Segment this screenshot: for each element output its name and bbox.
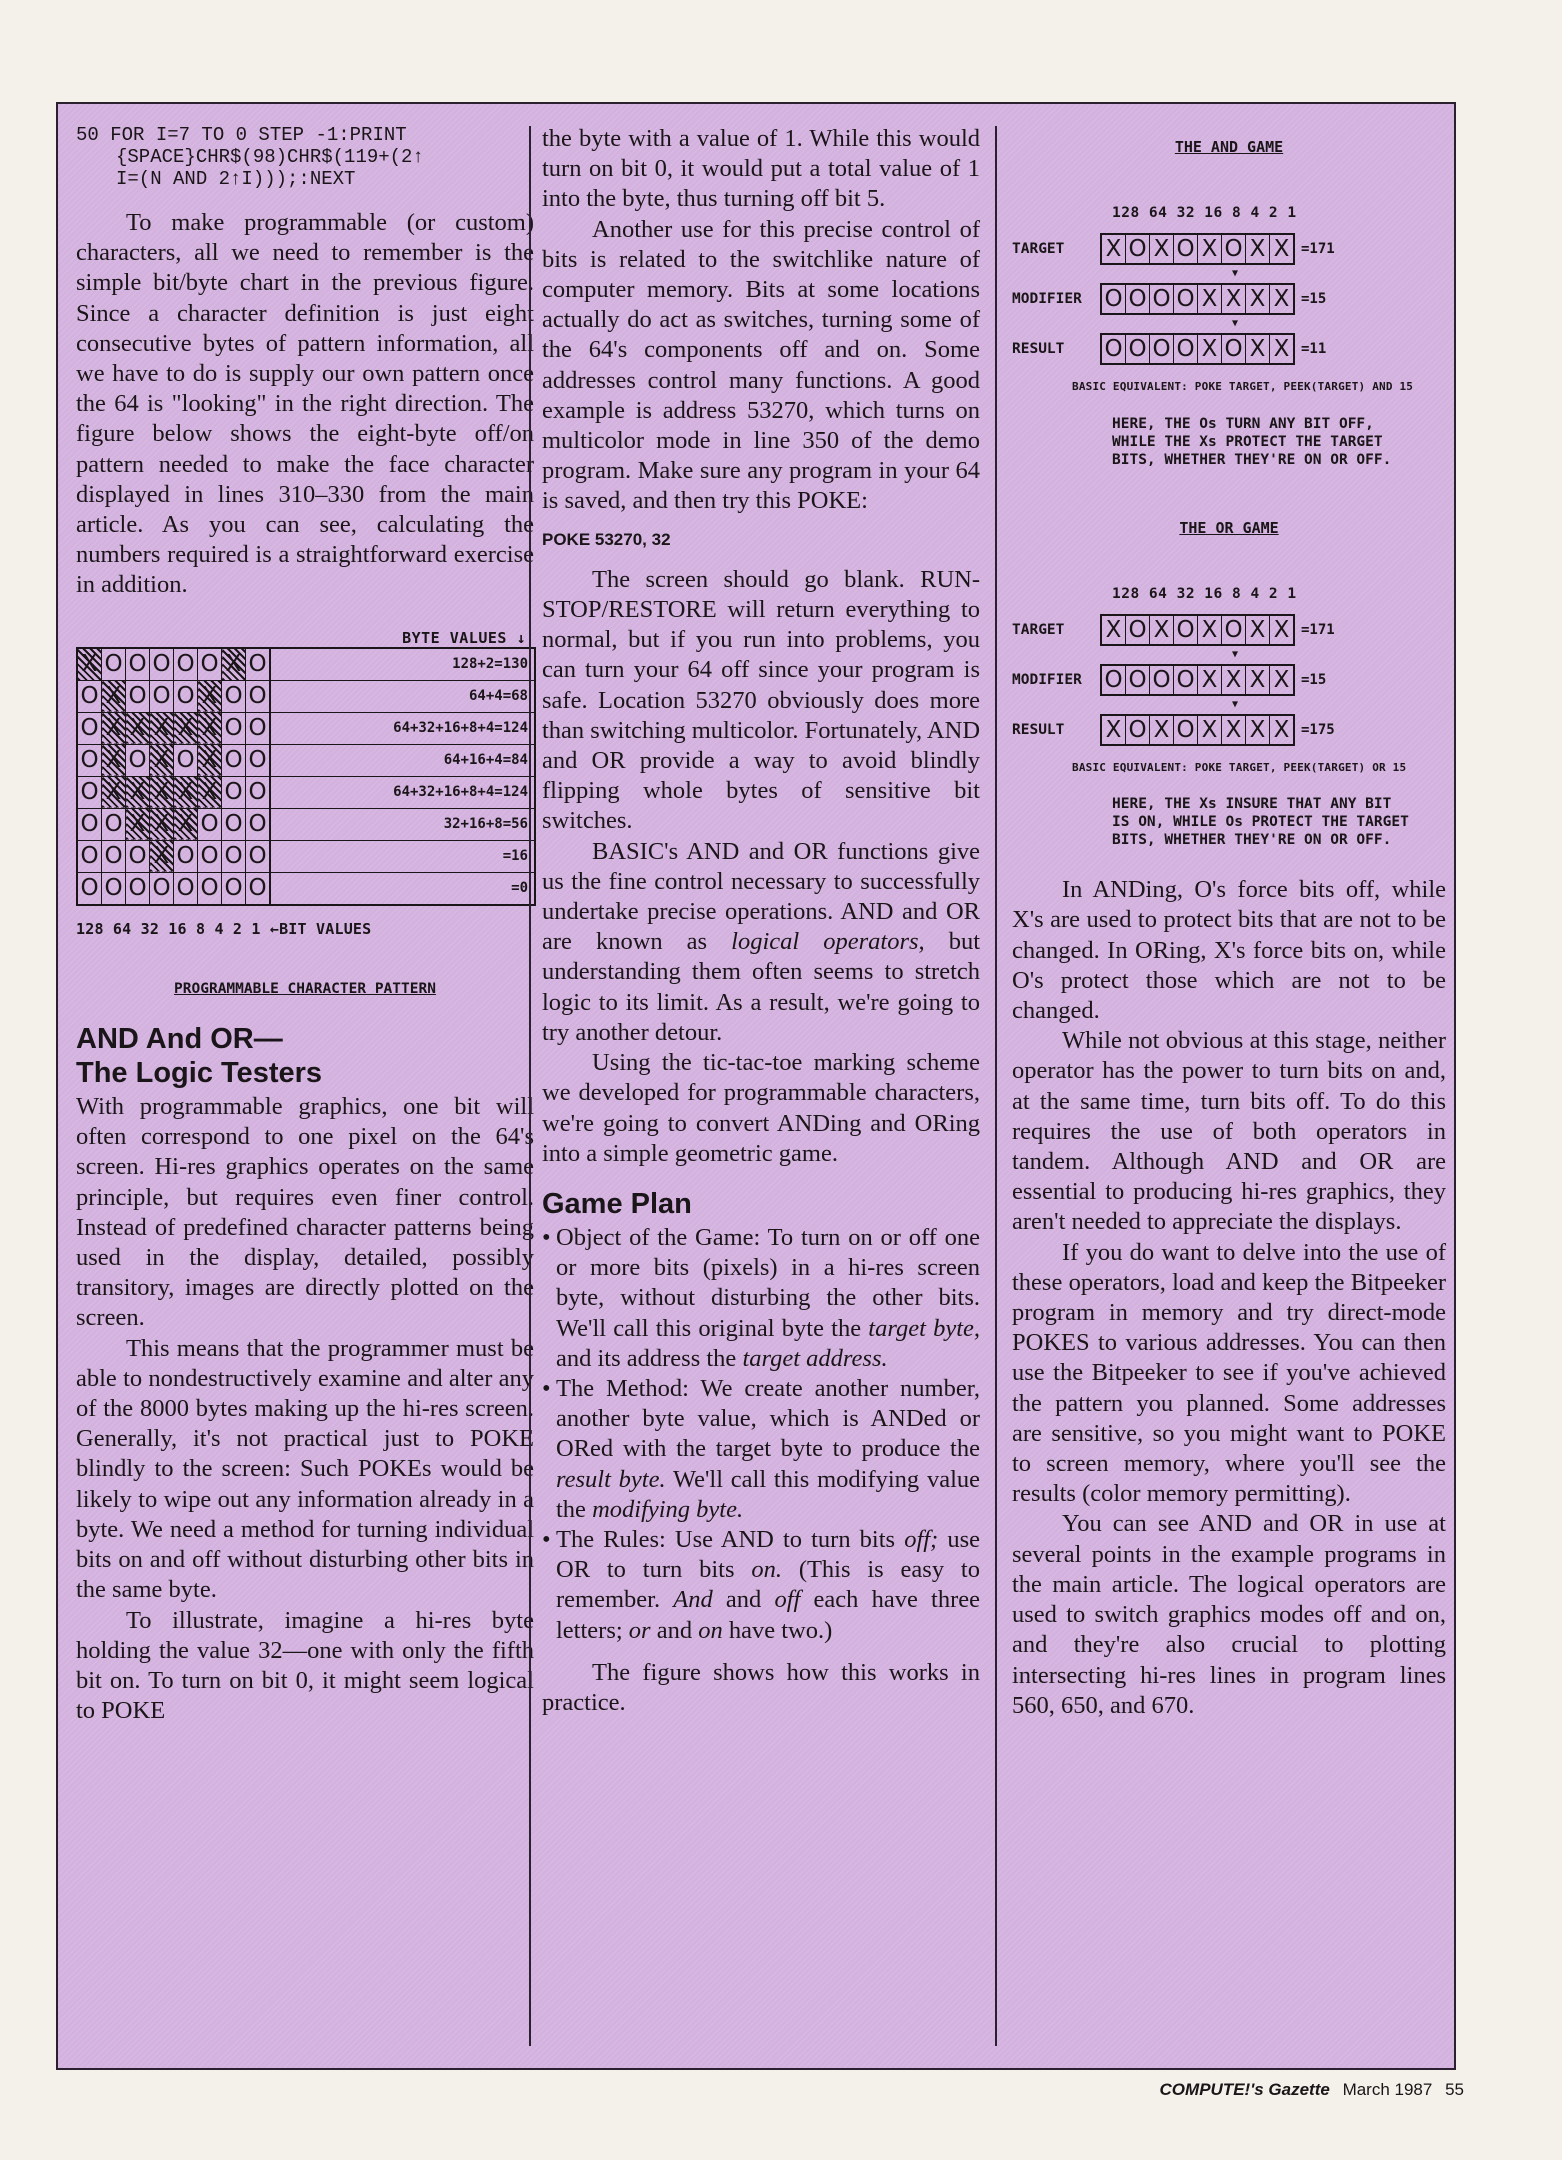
page-footer [1152, 2080, 1464, 2100]
paragraph: This means that the programmer must be able to nondestructively examine and alter any of the 8000 bytes making up the hi-res screen. Generally, it's not practical just to POKE blindly to the screen: Such POKEs would be likely to wipe out any information already in a byte. We need a method for turning individual bits on and off without disturbing other bits in the same byte. [76, 1334, 534, 1604]
bit-cell: X [1245, 666, 1269, 694]
magazine-name: COMPUTE!'s Gazette [1159, 2080, 1330, 2099]
row-label: MODIFIER [1012, 291, 1082, 308]
bit-cell-off: O [246, 840, 271, 872]
text-run: Object of the Game: To turn on or off one or more bits (pixels) in a hi-res screen byte, without disturbing the other bits. We'll call this original byte the [556, 1223, 980, 1342]
figure-caption: PROGRAMMABLE CHARACTER PATTERN [174, 980, 436, 997]
bit-cell-off: O [126, 648, 150, 681]
row-label: MODIFIER [1012, 671, 1082, 688]
row-label: RESULT [1012, 341, 1065, 358]
note-line: HERE, THE Os TURN ANY BIT OFF, [1112, 415, 1374, 432]
bit-cell: O [1173, 285, 1197, 313]
note-line: BITS, WHETHER THEY'RE ON OR OFF. [1112, 451, 1392, 468]
paragraph: While not obvious at this stage, neither operator has the power to turn bits on and, at the same time, turn bits off. To do this requires the use of both operators in tandem. Although AND and OR are essential to producing hi-res graphics, they aren't needed to appreciate the displays. [1012, 1027, 1446, 1236]
bit-cell-on: X [102, 680, 126, 712]
text-run: (This is easy to remember. [556, 1556, 980, 1614]
note-line: IS ON, WHILE Os PROTECT THE TARGET [1112, 814, 1409, 831]
row-result: =175 [1301, 721, 1335, 738]
italic-term: or [628, 1616, 651, 1644]
bit-cell-off: O [150, 680, 174, 712]
bit-cell-off: O [102, 648, 126, 681]
bit-cell-off: O [198, 840, 222, 872]
bit-box [1100, 714, 1295, 746]
bit-cell: X [1105, 617, 1122, 644]
page-number: 55 [1445, 2080, 1464, 2099]
bit-cell: X [1245, 235, 1269, 263]
bit-box [1100, 283, 1295, 315]
bit-cell: X [1149, 235, 1173, 263]
paragraph: To make programmable (or custom) characters, all we need to remember is the simple bit/byte chart in the previous figure. Since a character definition is just eight consecutive bytes of pattern information, all we have to do is supply our own pattern once the 64 is "looking" in the right direction. The figure below shows the eight-byte off/on pattern needed to make the face character displayed in lines 310–330 from the main article. As you can see, calculating the numbers required is a straightforward exercise in addition. [76, 209, 534, 599]
paragraph: You can see AND and OR in use at several points in the example programs in the main article. The logical operators are used to switch graphics modes off and on, and they're also crucial to plotting intersecting hi-res lines in program lines 560, 650, and 670. [1012, 1510, 1446, 1719]
bit-cell-on: X [126, 712, 150, 744]
bit-cell-off: O [102, 840, 126, 872]
bit-header: 128 64 32 16 8 4 2 1 [1112, 205, 1297, 222]
and-game-title: THE AND GAME [1174, 138, 1284, 156]
bit-cell-on: X [174, 808, 198, 840]
grid-row [77, 840, 535, 872]
section-heading [76, 1022, 534, 1090]
code-line: 50 FOR I=7 TO 0 STEP -1:PRINT [76, 124, 407, 146]
or-game-rows [1012, 613, 1446, 747]
bit-cell-off: O [77, 808, 102, 840]
poke-example: POKE 53270, 32 [542, 529, 671, 549]
bit-cell-off: O [126, 840, 150, 872]
bit-cell: O [1104, 336, 1123, 363]
bit-cell: X [1197, 666, 1221, 694]
basic-equivalent: BASIC EQUIVALENT: POKE TARGET, PEEK(TARGET) AND 15 [1072, 380, 1414, 394]
down-arrow-icon: ▼ [1232, 268, 1239, 280]
or-game-note [1112, 795, 1446, 849]
bit-cell-off: O [126, 872, 150, 905]
bit-cell-on: X [222, 648, 246, 681]
bit-cell-off: O [198, 808, 222, 840]
bit-cell-off: O [77, 712, 102, 744]
paragraph: In ANDing, O's force bits off, while X's are used to protect bits that are not to be changed. In ORing, X's force bits on, while O's protect those which are not to be changed. [1012, 876, 1446, 1025]
bit-cell-off: O [222, 872, 246, 905]
bit-cell: X [1269, 335, 1293, 363]
bit-cell: X [1221, 666, 1245, 694]
bit-cell: X [1197, 616, 1221, 644]
italic-term: target byte, [868, 1314, 980, 1342]
row-label: TARGET [1012, 621, 1065, 638]
bit-cell-off: O [77, 840, 102, 872]
bit-cell-off: O [246, 680, 271, 712]
bit-cell-off: O [126, 744, 150, 776]
grid-row [77, 808, 535, 840]
row-result: =171 [1301, 241, 1335, 258]
programmable-character-figure [76, 623, 534, 1004]
code-line: I=(N AND 2↑I)));:NEXT [116, 168, 356, 190]
bit-box [1100, 664, 1295, 696]
paragraph: With programmable graphics, one bit will often correspond to one pixel on the 64's screen. Hi-res graphics operates on the same principle, but requires even finer control. Instead of predefined character patterns being used in the display, detailed, possibly transitory, images are directly plotted on the screen. [76, 1093, 534, 1332]
bit-cell: X [1149, 716, 1173, 744]
paragraph: Another use for this precise control of bits is related to the switchlike nature of computer memory. Bits at some locations actually do act as switches, turning some of the 64's components off and on. Some addresses control many functions. A good example is address 53270, which turns on multicolor mode in line 350 of the demo program. Make sure any program in your 64 is saved, and then try this POKE: [542, 215, 980, 515]
and-game-note [1112, 415, 1446, 469]
bit-cell: X [1269, 285, 1293, 313]
section-heading: Game Plan [542, 1187, 692, 1220]
text-run: and [725, 1586, 762, 1614]
game-row [1012, 663, 1446, 697]
bit-cell-on: X [102, 712, 126, 744]
and-game-rows [1012, 232, 1446, 366]
bit-cell-on: X [150, 808, 174, 840]
down-arrow-icon: ▼ [1232, 699, 1239, 711]
bit-cell: X [1105, 236, 1122, 263]
grid-row [77, 712, 535, 744]
row-label: TARGET [1012, 241, 1065, 258]
bit-cell: X [1269, 616, 1293, 644]
grid-row [77, 872, 535, 905]
down-arrow-icon: ▼ [1232, 318, 1239, 330]
column-2 [542, 124, 980, 1718]
bit-cell-off: O [126, 680, 150, 712]
grid-row [77, 776, 535, 808]
code-listing [76, 124, 534, 190]
bit-cell-off: O [174, 744, 198, 776]
bit-cell-on: X [174, 712, 198, 744]
bit-cell-on: X [150, 712, 174, 744]
bit-cell: X [1245, 335, 1269, 363]
bit-cell-off: O [222, 776, 246, 808]
bit-cell-on: X [77, 648, 102, 681]
paragraph: The screen should go blank. RUN-STOP/RESTORE will return everything to normal, but if you run into problems, you can turn your 64 off since your program is safe. Location 53270 obviously does more than switching multicolor. Fortunately, AND and OR provide a way to avoid blindly flipping whole bytes of sensitive bit switches. [542, 565, 981, 835]
game-row [1012, 282, 1446, 316]
bit-box [1100, 333, 1295, 365]
bit-cell-on: X [150, 840, 174, 872]
game-row [1012, 613, 1446, 647]
paragraph [542, 837, 980, 1048]
byte-value: 64+16+4=84 [270, 744, 535, 776]
game-row [1012, 713, 1446, 747]
bit-cell-off: O [102, 808, 126, 840]
bit-cell: X [1221, 285, 1245, 313]
bit-cell: O [1104, 667, 1123, 694]
note-line: BITS, WHETHER THEY'RE ON OR OFF. [1112, 832, 1392, 849]
text-run: BASIC's AND and OR functions give us the fine control necessary to successfully undertake precise operations. AND and OR are known as [542, 837, 980, 956]
bit-cell: O [1125, 235, 1149, 263]
bit-cell-on: X [198, 712, 222, 744]
bit-cell-off: O [77, 680, 102, 712]
bit-cell: O [1173, 335, 1197, 363]
bit-cell-off: O [246, 648, 271, 681]
bit-cell: X [1269, 666, 1293, 694]
bullet-item [542, 1525, 980, 1646]
bit-cell-off: O [77, 872, 102, 905]
byte-value: 128+2=130 [270, 648, 535, 681]
paragraph: Using the tic-tac-toe marking scheme we developed for programmable characters, we're going to convert ANDing and ORing into a simple geometric game. [542, 1049, 980, 1167]
paragraph: If you do want to delve into the use of these operators, load and keep the Bitpeeker program in memory and try direct-mode POKES to various addresses. You can then use the Bitpeeker to see if you've achieved the pattern you planned. Some addresses are sensitive, so you might want to POKE to screen memory, where you'll see the results (color memory permitting). [1012, 1238, 1446, 1508]
bit-cell: X [1221, 716, 1245, 744]
italic-term: modifying byte. [592, 1495, 744, 1523]
byte-value: =0 [270, 872, 535, 905]
text-run: The Method: We create another number, another byte value, which is ANDed or ORed with the target byte to produce the [556, 1374, 980, 1463]
bit-cell: O [1173, 716, 1197, 744]
bit-cell-off: O [198, 648, 222, 681]
byte-value: 64+4=68 [270, 680, 535, 712]
text-run: have two.) [728, 1616, 833, 1644]
bit-cell: X [1197, 335, 1221, 363]
column-1 [76, 124, 534, 1726]
bit-cell-off: O [174, 680, 198, 712]
bit-cell: O [1125, 616, 1149, 644]
row-result: =11 [1301, 341, 1327, 358]
bit-cell: O [1125, 335, 1149, 363]
italic-term: on. [751, 1556, 782, 1584]
bit-cell: O [1149, 666, 1173, 694]
bullet-item [542, 1223, 980, 1374]
bit-cell: O [1221, 616, 1245, 644]
row-result: =171 [1301, 621, 1335, 638]
text-run: and its address the [556, 1344, 737, 1372]
bit-cell: X [1245, 616, 1269, 644]
basic-equivalent: BASIC EQUIVALENT: POKE TARGET, PEEK(TARGET) OR 15 [1072, 761, 1407, 775]
bit-cell-off: O [222, 840, 246, 872]
heading-line: The Logic Testers [76, 1057, 323, 1090]
bit-box [1100, 233, 1295, 265]
bit-cell-off: O [246, 712, 271, 744]
bit-cell: X [1197, 285, 1221, 313]
bit-cell-on: X [150, 744, 174, 776]
byte-value: =16 [270, 840, 535, 872]
column-divider [995, 126, 997, 2046]
byte-values-header: BYTE VALUES ↓ [402, 628, 526, 647]
text-run: use OR to turn bits [556, 1525, 980, 1584]
bit-cell: O [1173, 616, 1197, 644]
text-run: We'll call this modifying value the [556, 1465, 981, 1523]
or-game-figure [1012, 513, 1446, 850]
note-line: HERE, THE Xs INSURE THAT ANY BIT [1112, 796, 1392, 813]
bit-cell-off: O [222, 680, 246, 712]
row-result: =15 [1301, 291, 1327, 308]
bit-cell: O [1221, 235, 1245, 263]
italic-term: off; [904, 1525, 939, 1553]
bit-cell: O [1125, 285, 1149, 313]
bit-cell-off: O [102, 872, 126, 905]
bit-cell-off: O [222, 808, 246, 840]
column-divider [529, 126, 531, 2046]
bit-cell-on: X [198, 680, 222, 712]
bit-cell: O [1221, 335, 1245, 363]
bit-cell-off: O [174, 840, 198, 872]
italic-term: result byte. [556, 1465, 666, 1493]
bit-header: 128 64 32 16 8 4 2 1 [1112, 585, 1297, 602]
bit-cell: O [1104, 286, 1123, 313]
italic-term: target address. [742, 1344, 888, 1372]
text-run: and [656, 1616, 693, 1644]
grid-row [77, 648, 535, 681]
bit-box [1100, 614, 1295, 646]
bit-cell: X [1245, 716, 1269, 744]
paragraph: To illustrate, imagine a hi-res byte holding the value 32—one with only the fifth bit on. To turn on bit 0, it might seem logical to POKE [76, 1606, 534, 1725]
bit-cell: X [1105, 717, 1122, 744]
bit-cell-on: X [102, 776, 126, 808]
bit-cell-off: O [174, 872, 198, 905]
bit-cell-off: O [246, 872, 271, 905]
bit-values-row: 128 64 32 16 8 4 2 1 ←BIT VALUES [76, 919, 372, 938]
bit-cell-off: O [150, 648, 174, 681]
grid-row [77, 744, 535, 776]
row-result: =15 [1301, 671, 1327, 688]
bit-cell-off: O [77, 744, 102, 776]
bit-cell-off: O [246, 744, 271, 776]
bit-cell-on: X [126, 776, 150, 808]
character-grid [76, 647, 536, 906]
text-run: The Rules: Use AND to turn bits [556, 1525, 896, 1553]
grid-row [77, 680, 535, 712]
paragraph: the byte with a value of 1. While this would turn on bit 0, it would put a total value of 1 into the byte, thus turning off bit 5. [542, 125, 980, 213]
bit-cell: X [1197, 716, 1221, 744]
code-line: {SPACE}CHR$(98)CHR$(119+(2↑ [116, 146, 424, 168]
bit-cell-off: O [198, 872, 222, 905]
bit-cell: X [1269, 235, 1293, 263]
bit-cell-on: X [102, 744, 126, 776]
bit-cell-off: O [246, 808, 271, 840]
and-game-figure [1012, 132, 1446, 469]
bit-cell-on: X [174, 776, 198, 808]
text-run: but understanding them often seems to stretch logic to its limit. As a result, we're going to try another detour. [542, 928, 980, 1046]
bit-cell: O [1149, 335, 1173, 363]
bit-cell: O [1149, 285, 1173, 313]
bit-cell-off: O [246, 776, 271, 808]
text-run: each have three letters; [556, 1586, 981, 1644]
bit-cell-on: X [198, 744, 222, 776]
bit-cell: O [1173, 235, 1197, 263]
italic-term: And [673, 1586, 713, 1614]
italic-term: logical operators, [731, 928, 925, 956]
byte-value: 32+16+8=56 [270, 808, 535, 840]
note-line: WHILE THE Xs PROTECT THE TARGET [1112, 433, 1383, 450]
article-panel [56, 102, 1456, 2070]
bit-cell: O [1125, 666, 1149, 694]
bit-cell: X [1269, 716, 1293, 744]
bit-cell-off: O [222, 744, 246, 776]
game-row [1012, 332, 1446, 366]
bit-cell: X [1149, 616, 1173, 644]
bit-cell: O [1173, 666, 1197, 694]
issue-date: March 1987 [1342, 2080, 1433, 2099]
column-3 [1012, 124, 1446, 1721]
byte-value: 64+32+16+8+4=124 [270, 712, 535, 744]
bit-cell-off: O [174, 648, 198, 681]
bit-cell-off: O [77, 776, 102, 808]
paragraph: The figure shows how this works in practice. [542, 1658, 980, 1716]
bit-cell-on: X [126, 808, 150, 840]
bullet-item [542, 1374, 980, 1525]
or-game-title: THE OR GAME [1179, 518, 1279, 537]
bit-cell: O [1125, 716, 1149, 744]
italic-term: on [698, 1616, 723, 1644]
bit-cell-on: X [198, 776, 222, 808]
italic-term: off [774, 1586, 801, 1614]
heading-line: AND And OR— [76, 1023, 283, 1056]
bit-cell-on: X [150, 776, 174, 808]
bit-cell-off: O [150, 872, 174, 905]
bit-cell: X [1245, 285, 1269, 313]
bit-cell-off: O [222, 712, 246, 744]
bit-cell: X [1197, 235, 1221, 263]
down-arrow-icon: ▼ [1232, 649, 1239, 661]
game-row [1012, 232, 1446, 266]
row-label: RESULT [1012, 721, 1065, 738]
byte-value: 64+32+16+8+4=124 [270, 776, 535, 808]
